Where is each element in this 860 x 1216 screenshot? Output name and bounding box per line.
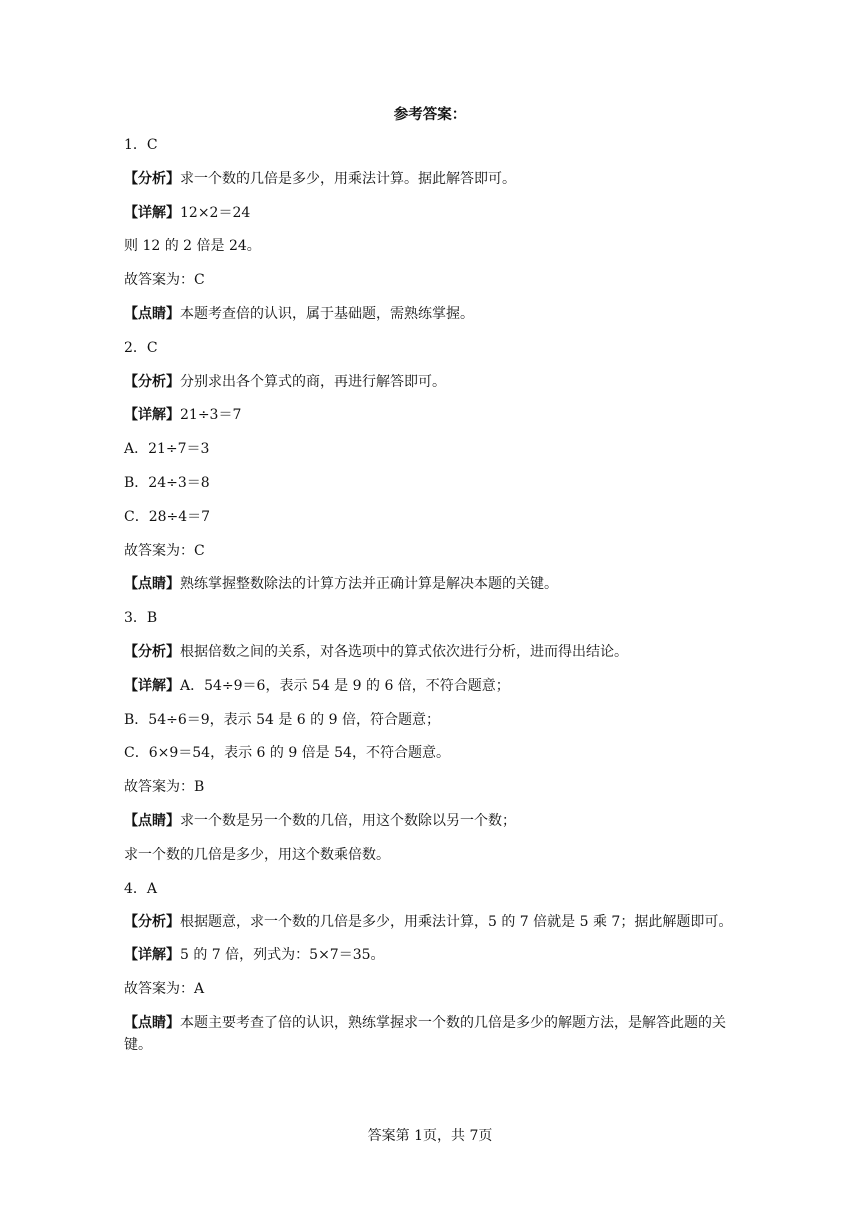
comment-line [124, 303, 746, 325]
detail-text: B．54÷6＝9，表示 54 是 6 的 9 倍，符合题意； [124, 711, 440, 728]
detail-tag: 【详解】 [124, 677, 180, 694]
analysis-tag: 【分析】 [124, 170, 180, 187]
answer-number: 4．A [124, 880, 158, 897]
detail-line [124, 675, 746, 697]
detail-text: 12×2＝24 [180, 204, 251, 221]
detail-text: A．21÷7＝3 [124, 441, 210, 458]
detail-line [124, 404, 746, 426]
comment-tag: 【点睛】 [124, 576, 180, 593]
comment-text: 求一个数是另一个数的几倍，用这个数除以另一个数； [180, 812, 516, 829]
analysis-text: 根据倍数之间的关系，对各选项中的算式依次进行分析，进而得出结论。 [180, 643, 628, 660]
comment-line [124, 573, 746, 595]
comment-line [124, 810, 746, 832]
comment-line [124, 1012, 746, 1056]
comment-text: 求一个数的几倍是多少，用这个数乘倍数。 [124, 846, 390, 863]
analysis-tag: 【分析】 [124, 914, 180, 931]
detail-text: C．6×9＝54，表示 6 的 9 倍是 54，不符合题意。 [124, 745, 450, 762]
comment-text: 本题主要考查了倍的认识，熟练掌握求一个数的几倍是多少的解题方法，是解答此题的关键。 [124, 1014, 726, 1053]
analysis-line [124, 168, 746, 190]
conclusion-text: 故答案为：B [124, 779, 205, 796]
comment-text: 熟练掌握整数除法的计算方法并正确计算是解决本题的关键。 [180, 576, 558, 593]
answer-content [124, 134, 746, 1067]
conclusion-text: 故答案为：C [124, 542, 205, 559]
comment-tag: 【点睛】 [124, 1014, 180, 1031]
analysis-text: 分别求出各个算式的商，再进行解答即可。 [180, 373, 446, 390]
comment-text: 本题考查倍的认识，属于基础题，需熟练掌握。 [180, 305, 474, 322]
analysis-text: 求一个数的几倍是多少，用乘法计算。据此解答即可。 [180, 170, 516, 187]
detail-text: B．24÷3＝8 [124, 474, 210, 491]
detail-text: 则 12 的 2 倍是 24。 [124, 238, 261, 255]
analysis-text: 根据题意，求一个数的几倍是多少，用乘法计算，5 的 7 倍就是 5 乘 7；据此解题即可。 [180, 914, 733, 931]
analysis-line [124, 911, 746, 933]
conclusion-text: 故答案为：A [124, 981, 205, 998]
comment-tag: 【点睛】 [124, 812, 180, 829]
detail-line [124, 944, 746, 966]
analysis-line [124, 641, 746, 663]
conclusion-text: 故答案为：C [124, 272, 205, 289]
detail-line [124, 202, 746, 224]
analysis-tag: 【分析】 [124, 643, 180, 660]
detail-tag: 【详解】 [124, 947, 180, 964]
answer-number: 2．C [124, 339, 158, 356]
detail-text: A．54÷9＝6，表示 54 是 9 的 6 倍，不符合题意； [180, 677, 510, 694]
detail-tag: 【详解】 [124, 407, 180, 424]
detail-text: 5 的 7 倍，列式为：5×7＝35。 [180, 947, 385, 964]
analysis-line [124, 371, 746, 393]
detail-tag: 【详解】 [124, 204, 180, 221]
page-footer: 答案第 1页，共 7页 [367, 1128, 493, 1144]
detail-text: 21÷3＝7 [180, 407, 242, 424]
analysis-tag: 【分析】 [124, 373, 180, 390]
page-title: 参考答案： [393, 107, 467, 123]
comment-tag: 【点睛】 [124, 305, 180, 322]
answer-number: 3．B [124, 610, 158, 627]
answer-number: 1．C [124, 137, 158, 153]
detail-text: C．28÷4＝7 [124, 508, 211, 525]
